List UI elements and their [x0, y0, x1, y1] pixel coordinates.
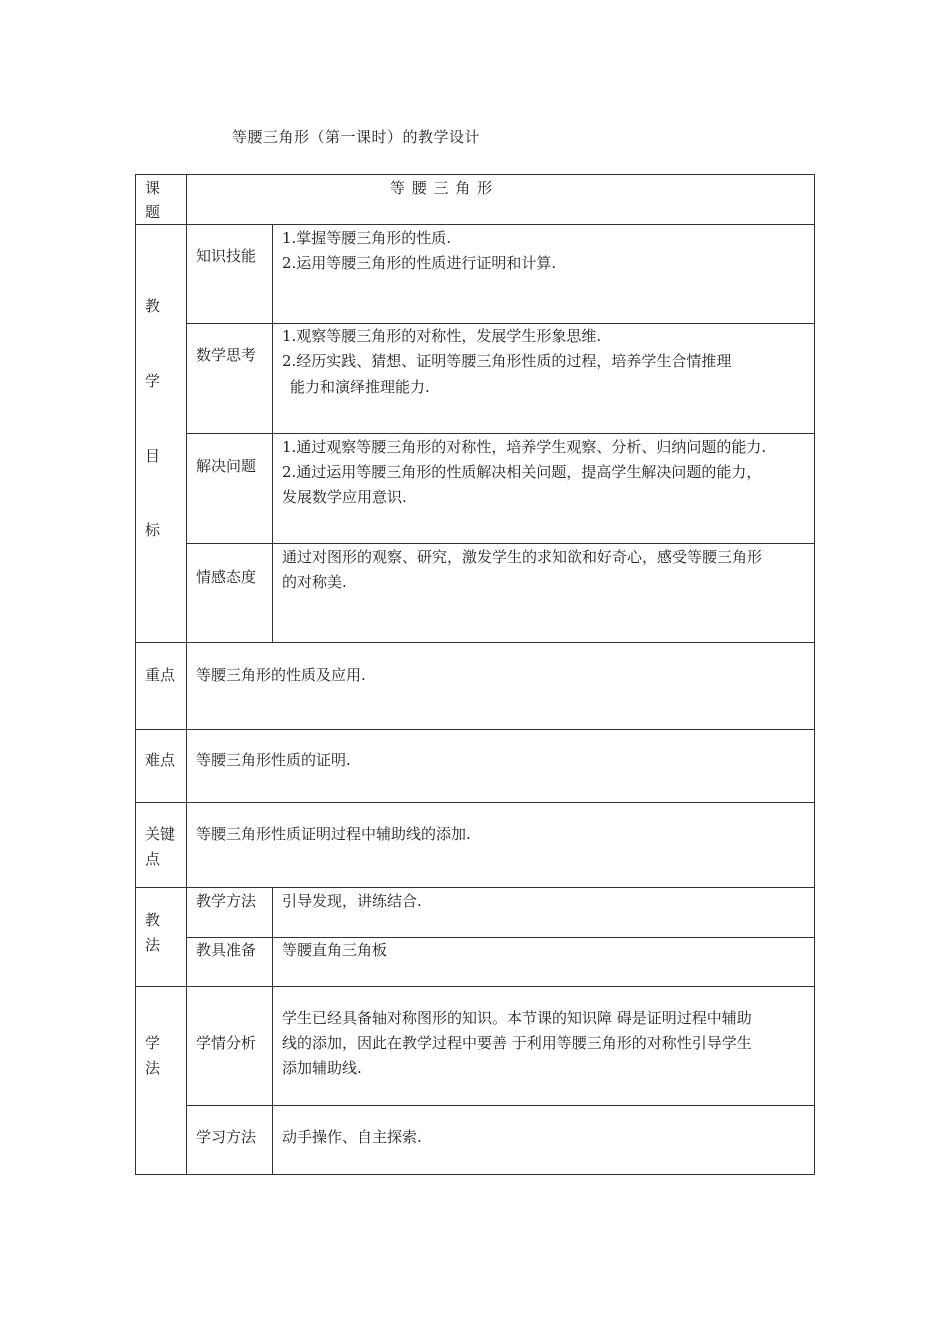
table-border-left — [135, 174, 136, 1175]
teaching-method-label-line: 教 — [145, 911, 161, 929]
crux-label-line: 点 — [145, 850, 161, 868]
learning-method-row-label: 学习方法 — [196, 1128, 257, 1146]
row-divider — [135, 802, 815, 803]
row-divider — [135, 642, 815, 643]
column-divider — [186, 174, 187, 1175]
table-border-top — [135, 174, 815, 175]
column-divider — [272, 887, 273, 1174]
objectives-label-char: 目 — [145, 447, 161, 465]
objective-row-line: 1.观察等腰三角形的对称性，发展学生形象思维. — [282, 327, 602, 345]
learning-method-label-line: 学 — [145, 1034, 161, 1052]
teaching-method-row-value: 等腰直角三角板 — [282, 941, 388, 959]
objective-row-line: 发展数学应用意识. — [282, 488, 407, 506]
learning-method-label-line: 法 — [145, 1059, 161, 1077]
key-point-label: 重点 — [145, 666, 176, 684]
objective-row-line: 2.通过运用等腰三角形的性质解决相关问题，提高学生解决问题的能力， — [282, 463, 762, 481]
topic-label-line: 课 — [145, 179, 161, 197]
key-point-value: 等腰三角形的性质及应用. — [196, 666, 366, 684]
objective-row-line: 的对称美. — [282, 573, 347, 591]
teaching-method-label-line: 法 — [145, 936, 161, 954]
row-divider — [135, 986, 815, 987]
teaching-method-row-label: 教学方法 — [196, 892, 257, 910]
objectives-label-char: 教 — [145, 297, 161, 315]
column-divider — [272, 224, 273, 642]
table-border-right — [814, 174, 815, 1175]
learning-method-row-line: 线的添加，因此在教学过程中要善 于利用等腰三角形的对称性引导学生 — [282, 1034, 752, 1052]
row-divider — [135, 887, 815, 888]
table-border-bottom — [135, 1174, 815, 1175]
objective-row-label: 数学思考 — [196, 346, 257, 364]
objective-row-line: 1.通过观察等腰三角形的对称性，培养学生观察、分析、归纳问题的能力. — [282, 438, 767, 456]
crux-label-line: 关键 — [145, 825, 176, 843]
teaching-method-row-label: 教具准备 — [196, 941, 257, 959]
learning-method-row-line: 动手操作、自主探索. — [282, 1128, 422, 1146]
row-divider — [135, 224, 815, 225]
learning-method-row-line: 添加辅助线. — [282, 1059, 362, 1077]
objective-row-line: 2.运用等腰三角形的性质进行证明和计算. — [282, 254, 557, 272]
difficulty-value: 等腰三角形性质的证明. — [196, 751, 351, 769]
objective-row-label: 情感态度 — [196, 568, 257, 586]
objective-row-label: 知识技能 — [196, 247, 257, 265]
row-divider — [135, 729, 815, 730]
row-divider — [187, 1105, 815, 1106]
learning-method-row-line: 学生已经具备轴对称图形的知识。本节课的知识障 碍是证明过程中辅助 — [282, 1009, 752, 1027]
crux-value: 等腰三角形性质证明过程中辅助线的添加. — [196, 825, 471, 843]
teaching-method-row-value: 引导发现，讲练结合. — [282, 892, 422, 910]
objective-row-label: 解决问题 — [196, 457, 257, 475]
objectives-label-char: 学 — [145, 372, 161, 390]
topic-value: 等 腰 三 角 形 — [390, 179, 494, 197]
row-divider — [187, 433, 815, 434]
difficulty-label: 难点 — [145, 751, 176, 769]
document-title: 等腰三角形（第一课时）的教学设计 — [232, 128, 481, 146]
learning-method-row-label: 学情分析 — [196, 1034, 257, 1052]
objective-row-line: 2.经历实践、猜想、证明等腰三角形性质的过程，培养学生合情推理 — [282, 352, 732, 370]
objective-row-line: 通过对图形的观察、研究，激发学生的求知欲和好奇心，感受等腰三角形 — [282, 548, 763, 566]
topic-label-line: 题 — [145, 203, 161, 221]
objective-row-line: 能力和演绎推理能力. — [290, 378, 430, 396]
objective-row-line: 1.掌握等腰三角形的性质. — [282, 229, 452, 247]
objectives-label-char: 标 — [145, 521, 161, 539]
row-divider — [187, 543, 815, 544]
